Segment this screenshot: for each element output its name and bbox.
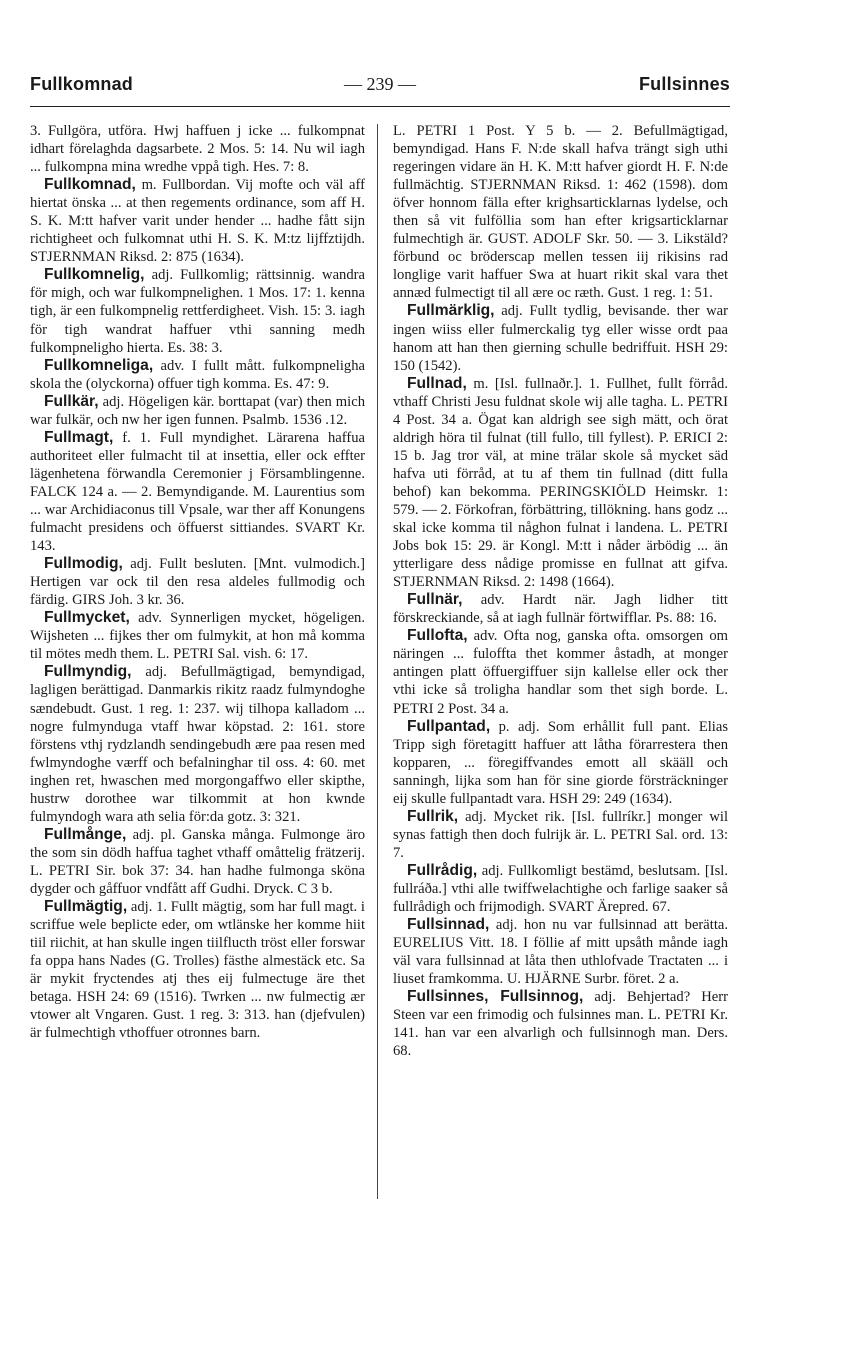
entry-headword: Fullkomneliga, bbox=[44, 356, 154, 374]
entry-text: 3. Fullgöra, utföra. Hwj haffuen j icke ... fulkompnat idhart förelaghda dagsarbete. 2 Mos. 5: 14. Nu wil iagh ... fulkompna mina wredhe vppå tigh. Hes. 7: 8. bbox=[30, 123, 365, 176]
entry-headword: Fullrådig, bbox=[407, 861, 478, 879]
entry-headword: Fullnär, bbox=[407, 591, 463, 609]
dictionary-entry bbox=[30, 266, 365, 356]
entry-text: adj. Behjertad? Herr Steen var een frimodig och fulsinnes man. L. PETRI Kr. 141. han var een alvarligh och fullsinnogh man. Ders. 68. bbox=[393, 989, 728, 1060]
entry-headword: Fullmägtig, bbox=[44, 898, 128, 916]
dictionary-entry bbox=[393, 718, 728, 808]
entry-headword: Fullkomnad, bbox=[44, 176, 136, 194]
left-column bbox=[30, 122, 365, 1042]
page-number: — 239 — bbox=[344, 74, 416, 94]
entry-headword: Fullkomnelig, bbox=[44, 266, 145, 284]
entry-headword: Fullmånge, bbox=[44, 825, 127, 843]
entry-headword: Fullmyndig, bbox=[44, 663, 132, 681]
entry-text: f. 1. Full myndighet. Lärarena haffua authoriteet eller fulmacht til at insettia, eller ock effter lägenhetena förwandla Ceremonier j Församblingenne. FALCK 124 a. — 2. Bemyndigande. M. Laurentius som ... war Archidiaconus till Vpsale, war ther aff Konungens fulmacht presidens och öffuerst sittiandes. SVART Kr. 143. bbox=[30, 429, 365, 555]
entry-text: adj. pl. Ganska många. Fulmonge äro the som sin dödh haffua taghet vthaff omåttelig frätzerij. L. PETRI Sir. bok 37: 34. han hadhe fulmonga sköna dygder och gåffuor vndfått aff Gudhi. Dryck. C 3 b. bbox=[30, 826, 365, 897]
entry-headword: Fullkär, bbox=[44, 392, 99, 410]
entry-text: p. adj. Som erhållit full pant. Elias Tripp sigh företagitt haffuer att låtha förarrestera then kopparen, ... föregiffvandes emott all skääll och sanningh, lijka som han för sine giorde försträckninger eij skulle fullpantadt vara. HSH 29: 249 (1634). bbox=[393, 718, 728, 807]
header-left-headword: Fullkomnad bbox=[30, 74, 134, 94]
entry-headword: Fullnad, bbox=[407, 374, 467, 392]
entry-headword: Fullofta, bbox=[407, 627, 468, 645]
dictionary-entry bbox=[30, 663, 365, 825]
dictionary-entry bbox=[393, 627, 728, 717]
entry-text: adv. Ofta nog, ganska ofta. omsorgen om näringen ... fuloffta thet kommer åstadh, at monger antingen platt öffuergiffuer sijn kallelse eller ock ther vthi icke så troligha handlar som thet sigh borde. L. PETRI 2 Post. 34 a. bbox=[393, 628, 728, 717]
dictionary-entry bbox=[30, 609, 365, 663]
entry-text: adv. Synnerligen mycket, högeligen. Wijsheten ... fijkes ther om fulmykit, at hon må komma til mötes medh them. L. PETRI Sal. vish. 6: 17. bbox=[30, 610, 365, 663]
entry-text: adj. Högeligen kär. borttapat (var) then mich war fulkär, och nw her igen funnen. Psalmb. 1536 .12. bbox=[30, 393, 365, 428]
entry-headword: Fullpantad, bbox=[407, 717, 491, 735]
entry-text: adv. I fullt mått. fulkompneligha skola the (olyckorna) offuer tigh komma. Es. 47: 9. bbox=[30, 357, 365, 392]
dictionary-entry bbox=[30, 555, 365, 609]
dictionary-entry bbox=[30, 826, 365, 898]
entry-text: adj. Fullt besluten. [Mnt. vulmodich.] Hertigen var ock til den resa aldeles fullmodig och färdig. GIRS Joh. 3 kr. 36. bbox=[30, 556, 365, 609]
dictionary-entry bbox=[30, 393, 365, 429]
entry-text: adv. Hardt när. Jagh lidher titt förskreckiande, så at iagh fullnär förtwifflar. Ps. 88: 16. bbox=[393, 592, 728, 627]
entry-text: adj. Fullkomligt bestämd, beslutsam. [Isl. fullráða.] vthi alle twiffwelachtighe och farlige saaker så fullrådigh och frijmodigh. SVART Ärepred. 67. bbox=[393, 862, 728, 916]
dictionary-entry bbox=[30, 357, 365, 393]
dictionary-entry bbox=[393, 591, 728, 627]
entry-text: adj. 1. Fullt mägtig, som har full magt. i scriffue wele beplicte eder, om wtlänske her komme hiit tiil riichit, at han skulle ingen tiilflucth tröst eller forswar fa oppa hans Nades (G. Trolles) fästhe almestäck etc. Sa är mykit fryctendes atj thes eij fulmectuge äre thet betaga. HSH 24: 69 (1516). Twrken ... nw fulmectig ær vtower alt Vngaren. Gust. 1 reg. 3: 313. han (djefvulen) är fulmechtigh vthoffuer otronnes barn. bbox=[30, 899, 365, 1042]
entry-headword: Fullmärklig, bbox=[407, 302, 495, 320]
entry-headword: Fullmagt, bbox=[44, 428, 114, 446]
entry-headword: Fullrik, bbox=[407, 807, 459, 825]
entry-text: adj. hon nu var fullsinnad att berätta. EURELIUS Vitt. 18. I föllie af mitt upsåth månde iagh väl vara fullsinnad at låta then uthlofvade Tractaten ... i liuset framkomma. U. HJÄRNE Surbr. föret. 2 a. bbox=[393, 917, 728, 988]
column-divider bbox=[377, 124, 378, 1199]
entry-text: adj. Mycket rik. [Isl. fullríkr.] monger wil synas fattigh then doch fulrijk är. L. PETRI Sal. ord. 13: 7. bbox=[393, 808, 728, 861]
running-header bbox=[30, 74, 730, 102]
entry-continuation bbox=[393, 122, 728, 302]
entry-text: adj. Fullt tydlig, bevisande. ther war ingen wiiss eller fulmerckalig tyg eller wisse ordt paa hanom att han then gierning schulle bedriffuit. HSH 29: 150 (1542). bbox=[393, 303, 728, 374]
dictionary-entry bbox=[393, 808, 728, 862]
right-column bbox=[393, 122, 728, 1060]
entry-text: m. [Isl. fullnaðr.]. 1. Fullhet, fullt förråd. vthaff Christi Jesu fuldnat skole wij alle tagha. L. PETRI 4 Post. 34 a. Ögat kan aldrigh see sigh mätt, och örat aldrigh höra til fulnat (till fullo, till fyllest). P. ERICI 2: 15 b. Jag tror väl, at mine trälar skole så mycket säd hafva uti förråd, at tu af them tin fullnad (ditt fulla behof) kan bekomma. PERINGSKIÖLD Heimskr. 1: 579. — 2. Förkofran, förbättring, tillökning. hans godz ... skal icke komma til någhon fulnat i landena. L. PETRI Jobs bok 15: 29. är Kongl. M:tt i nåder ärbödig ... än ytterligare dess nådige promisse en fullnat att gifva. STJERNMAN Riksd. 2: 1498 (1664). bbox=[393, 375, 728, 591]
entry-headword: Fullmodig, bbox=[44, 555, 123, 573]
entry-headword: Fullmycket, bbox=[44, 609, 130, 627]
dictionary-entry bbox=[30, 429, 365, 555]
dictionary-entry bbox=[393, 916, 728, 988]
dictionary-entry bbox=[393, 375, 728, 592]
header-right-headword: Fullsinnes bbox=[638, 74, 730, 94]
entry-text: m. Fullbordan. Vij mofte och väl aff hiertat önska ... at then regements ordinance, som aff H. S. K. M:tt hafver varit under hender ... hadhe fått sijn richtigheet och fulkomnat uthi H. S. K. M:tz lijffztijdh. STJERNMAN Riksd. 2: 875 (1634). bbox=[30, 177, 365, 266]
entry-text: adj. Befullmägtigad, bemyndigad, lagligen berättigad. Danmarkis rikitz raadz fulmyndoghe sændebudt. Gust. 1 reg. 1: 237. wij tilhopa kalladom ... nogre fulmynduga vtaff hwar köpstad. 2: 161. store förstens vthj rydzlandh sendingebudh ære paa resen med fwlmyndoghe værff och befalninghar til oss. 4: 60. met inghen ret, hwaschen med morgongaffwo eller skipthe, hustrw dorothee war tilkommit at hon kwnde fulmyndogh wara ath selia för:da gotz. 3: 321. bbox=[30, 664, 365, 825]
dictionary-entry bbox=[30, 898, 365, 1042]
dictionary-entry bbox=[393, 862, 728, 916]
entry-continuation bbox=[30, 122, 365, 176]
entry-headword: Fullsinnad, bbox=[407, 916, 490, 934]
entry-headword: Fullsinnes, Fullsinnog, bbox=[407, 988, 584, 1006]
entry-text: adj. Fullkomlig; rättsinnig. wandra för migh, och war fulkompnelighen. 1 Mos. 17: 1. kenna tigh, är een fulkompnelig rettferdigheet. Vish. 15: 3. iagh för tigh wandrat haffuer vthi sanning medh fulkompneligho hierta. Es. 38: 3. bbox=[30, 267, 365, 356]
dictionary-entry bbox=[393, 302, 728, 374]
entry-text: L. PETRI 1 Post. Y 5 b. — 2. Befullmägtigad, bemyndigad. Hans F. N:de skall hafva trängt sigh uthi regeringen vidare än H. K. M:tt hafver giordt H. F. N:de fullmächtig. STJERNMAN Riksd. 1: 462 (1598). dom öfver honnom fälla efter krighsarticklarnas lydelse, och then så vit fulföllia som han efter krigsarticklarnar fulmechtigh är. GUST. ADOLF Skr. 50. — 3. Likstäld? förbund oc bröderscap mellen tessen iij rikisins rad longlige varit haffuer Swa at huart rikit skal vara thet annæd fulmectigt til all ære oc ræth. Gust. 1 reg. 1: 51. bbox=[393, 123, 728, 302]
header-rule bbox=[30, 106, 730, 107]
dictionary-entry bbox=[393, 988, 728, 1060]
dictionary-entry bbox=[30, 176, 365, 266]
